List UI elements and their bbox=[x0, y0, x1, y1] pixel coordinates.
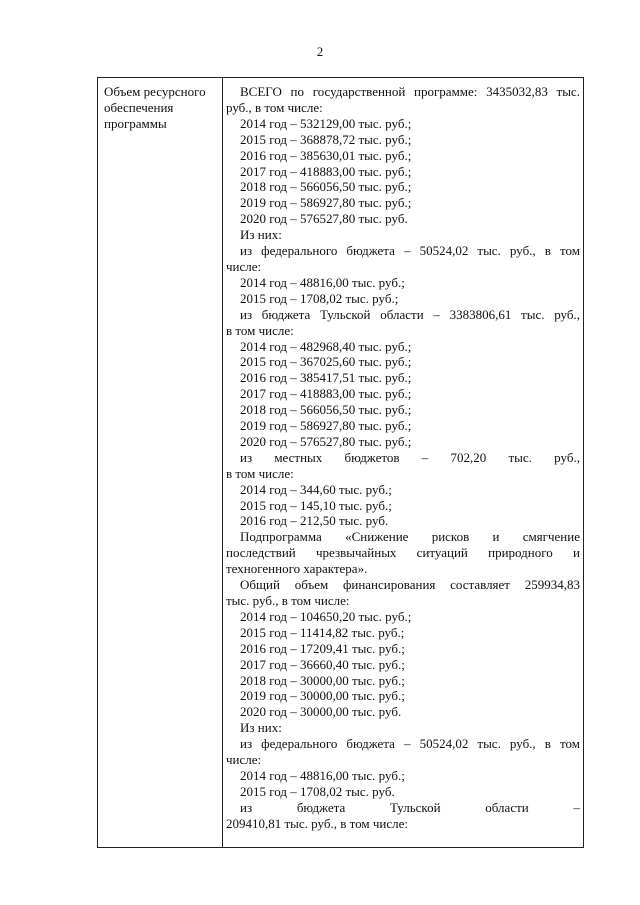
text-word: области bbox=[485, 799, 529, 815]
text-line: 2014 год – 48816,00 тыс. руб.; bbox=[240, 274, 405, 290]
text-word: смягчение bbox=[522, 529, 580, 545]
text-word: бюджета bbox=[296, 799, 346, 815]
text-word: программе: bbox=[414, 84, 478, 99]
text-word: тыс. bbox=[508, 449, 532, 465]
text-line bbox=[226, 736, 580, 752]
text-word: тыс. bbox=[521, 306, 545, 322]
row-label-line: Объем ресурсного bbox=[104, 84, 206, 99]
text-word: из bbox=[240, 306, 253, 322]
row-label-line: программы bbox=[104, 116, 167, 131]
text-line bbox=[226, 545, 580, 561]
text-line: 2015 год – 145,10 тыс. руб.; bbox=[240, 497, 392, 513]
row-label-line: обеспечения bbox=[104, 100, 174, 115]
text-word: 259934,83 bbox=[524, 577, 580, 593]
text-word: тыс. bbox=[477, 736, 501, 752]
text-line: 2018 год – 566056,50 тыс. руб.; bbox=[240, 179, 412, 195]
text-word: области bbox=[380, 306, 424, 322]
text-word: руб., bbox=[554, 306, 580, 322]
text-word: последствий bbox=[226, 545, 296, 561]
text-word: тыс. bbox=[556, 84, 580, 99]
text-line: 2016 год – 385630,01 тыс. руб.; bbox=[240, 147, 412, 163]
text-line: в том числе: bbox=[226, 465, 294, 481]
text-line: 2017 год – 418883,00 тыс. руб.; bbox=[240, 386, 412, 402]
text-word: составляет bbox=[450, 577, 510, 593]
text-word: Тульской bbox=[319, 306, 371, 322]
text-word: из bbox=[240, 449, 253, 465]
text-line: 2018 год – 30000,00 тыс. руб.; bbox=[240, 672, 405, 688]
text-line bbox=[226, 800, 580, 816]
text-line: 2020 год – 576527,80 тыс. руб. bbox=[240, 211, 408, 227]
text-line: 2016 год – 385417,51 тыс. руб.; bbox=[240, 370, 412, 386]
text-line: 2015 год – 368878,72 тыс. руб.; bbox=[240, 131, 412, 147]
text-word: тыс. bbox=[477, 243, 501, 259]
text-word: и bbox=[492, 529, 500, 545]
text-word: 50524,02 bbox=[419, 736, 469, 752]
text-word: Подпрограмма bbox=[240, 529, 322, 545]
text-word: чрезвычайных bbox=[316, 545, 397, 561]
text-line: 2020 год – 30000,00 тыс. руб. bbox=[240, 704, 402, 720]
text-line bbox=[226, 529, 580, 545]
text-line: 2014 год – 48816,00 тыс. руб.; bbox=[240, 767, 405, 783]
text-word: – bbox=[403, 243, 411, 259]
text-word: бюджетов bbox=[344, 449, 400, 465]
text-word: «Снижение bbox=[345, 529, 409, 545]
program-table bbox=[97, 77, 584, 848]
text-line: руб., в том числе: bbox=[226, 99, 323, 115]
text-line bbox=[226, 307, 580, 323]
text-line: 2016 год – 17209,41 тыс. руб.; bbox=[240, 640, 405, 656]
text-word: рисков bbox=[431, 529, 470, 545]
text-word: ВСЕГО bbox=[240, 84, 282, 99]
text-line: 2016 год – 212,50 тыс. руб. bbox=[240, 513, 389, 529]
text-word: – bbox=[403, 736, 411, 752]
text-word: природного bbox=[488, 545, 553, 561]
text-word: государственной bbox=[312, 84, 406, 99]
text-line: 2019 год – 586927,80 тыс. руб.; bbox=[240, 195, 412, 211]
text-line: техногенного характера». bbox=[226, 561, 368, 577]
text-line: 2019 год – 30000,00 тыс. руб.; bbox=[240, 688, 405, 704]
text-word: руб., bbox=[554, 449, 580, 465]
text-line: 2014 год – 104650,20 тыс. руб.; bbox=[240, 608, 412, 624]
row-label bbox=[104, 84, 219, 132]
text-line bbox=[226, 450, 580, 466]
text-line: 2014 год – 344,60 тыс. руб.; bbox=[240, 481, 392, 497]
text-word: финансирования bbox=[342, 577, 436, 593]
text-word: 50524,02 bbox=[419, 243, 469, 259]
text-line: 209410,81 тыс. руб., в том числе: bbox=[226, 815, 408, 831]
text-word: Тульской bbox=[390, 799, 441, 815]
text-line: 2018 год – 566056,50 тыс. руб.; bbox=[240, 402, 412, 418]
text-line: 2017 год – 418883,00 тыс. руб.; bbox=[240, 163, 412, 179]
text-word: по bbox=[290, 84, 305, 99]
text-word: 3383806,61 bbox=[449, 306, 512, 322]
text-line bbox=[226, 84, 580, 100]
text-word: – bbox=[421, 449, 429, 465]
text-word: в bbox=[544, 736, 551, 752]
text-line: 2015 год – 11414,82 тыс. руб.; bbox=[240, 624, 405, 640]
text-word: том bbox=[559, 736, 580, 752]
text-line: 2020 год – 576527,80 тыс. руб.; bbox=[240, 433, 412, 449]
text-line: числе: bbox=[226, 258, 262, 274]
text-line: Из них: bbox=[240, 227, 282, 243]
text-word: федерального bbox=[261, 243, 338, 259]
text-word: руб., bbox=[509, 243, 536, 259]
text-line: 2015 год – 1708,02 тыс. руб.; bbox=[240, 290, 399, 306]
text-line: в том числе: bbox=[226, 322, 294, 338]
text-line: 2015 год – 367025,60 тыс. руб.; bbox=[240, 354, 412, 370]
text-line: 2015 год – 1708,02 тыс. руб. bbox=[240, 783, 395, 799]
page-number: 2 bbox=[316, 44, 324, 59]
column-divider bbox=[222, 78, 223, 847]
text-word: объем bbox=[294, 577, 329, 593]
text-word: и bbox=[572, 545, 580, 561]
text-word: 3435032,83 bbox=[486, 84, 548, 99]
text-word: том bbox=[559, 243, 580, 259]
text-line: числе: bbox=[226, 752, 262, 768]
text-line: 2014 год – 482968,40 тыс. руб.; bbox=[240, 338, 412, 354]
text-word: в bbox=[544, 243, 551, 259]
text-word: из bbox=[240, 799, 253, 815]
text-word: бюджета bbox=[261, 306, 311, 322]
text-word: из bbox=[240, 243, 253, 259]
text-line: Из них: bbox=[240, 720, 282, 736]
text-line: 2014 год – 532129,00 тыс. руб.; bbox=[240, 115, 412, 131]
text-word: из bbox=[240, 736, 253, 752]
text-line: тыс. руб., в том числе: bbox=[226, 593, 350, 608]
text-word: местных bbox=[274, 449, 323, 465]
text-word: – bbox=[433, 306, 440, 322]
text-line bbox=[226, 577, 580, 593]
text-line: 2017 год – 36660,40 тыс. руб.; bbox=[240, 656, 405, 672]
text-word: Общий bbox=[240, 577, 280, 593]
text-word: бюджета bbox=[346, 736, 395, 752]
text-word: – bbox=[573, 799, 580, 815]
funding-text bbox=[226, 84, 580, 832]
text-word: федерального bbox=[261, 736, 338, 752]
text-word: руб., bbox=[509, 736, 536, 752]
text-line: 2019 год – 586927,80 тыс. руб.; bbox=[240, 418, 412, 434]
text-word: 702,20 bbox=[450, 449, 487, 465]
text-word: бюджета bbox=[346, 243, 395, 259]
text-line bbox=[226, 243, 580, 259]
text-word: ситуаций bbox=[416, 545, 468, 561]
